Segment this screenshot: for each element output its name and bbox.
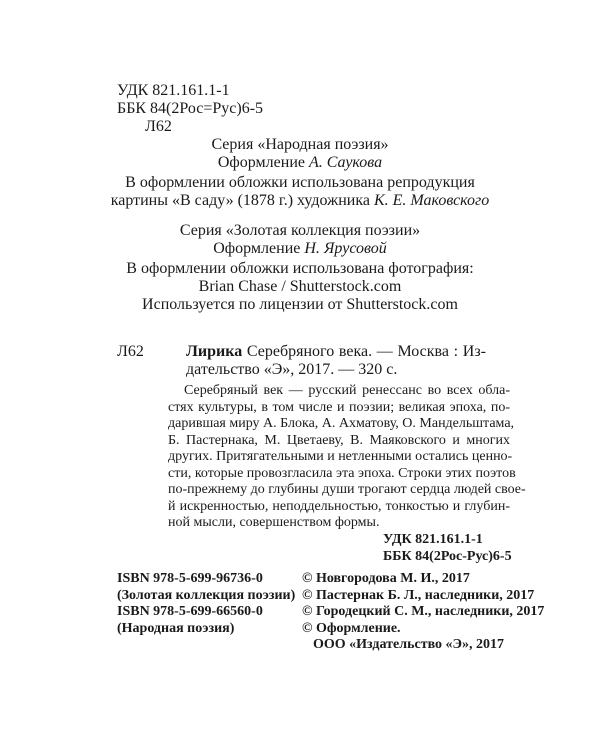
- isbn-golden-series: (Золотая коллекция поэзии): [117, 587, 296, 603]
- classification-block: [117, 82, 263, 136]
- isbn-block: [117, 571, 295, 637]
- annotation-classification: [383, 532, 512, 565]
- copyright-line: © Пастернак Б. Л., наследники, 2017: [302, 587, 535, 603]
- catalog-title-rest: Серебряного века. — Москва : Из-: [246, 343, 487, 360]
- copyright-line: © Новгородова М. И., 2017: [302, 571, 470, 586]
- series-zolotaya-block: [80, 222, 520, 314]
- annotation-line: дарившая миру А. Блока, А. Ахматову, О. Мандельштама,: [168, 416, 515, 431]
- cover-credit-prefix: картины «В саду» (1878 г.) художника: [110, 192, 370, 209]
- design-prefix: Оформление: [213, 240, 301, 257]
- book-title: Лирика: [186, 343, 243, 360]
- designer-name: А. Саукова: [308, 154, 383, 171]
- designer-name: Н. Ярусовой: [304, 240, 387, 257]
- isbn-narodnaya: ISBN 978-5-699-66560-0: [117, 604, 263, 619]
- design-prefix: Оформление: [217, 154, 305, 171]
- cover-credit-line-1: В оформлении обложки использована репродукция: [125, 174, 475, 191]
- cover-credit-line-2: [80, 192, 520, 210]
- catalog-sign: Л62: [117, 343, 144, 360]
- annotation-line: по-прежнему до глубины души трогают сердца людей свое-: [168, 482, 526, 497]
- annotation-line: Б. Пастернака, М. Цветаеву, В. Маяковского и многих: [168, 432, 510, 448]
- annotation-udk: УДК 821.161.1-1: [383, 532, 483, 547]
- annotation-line: ной мысли, совершенством формы.: [168, 515, 380, 530]
- catalog-title-line: [186, 343, 486, 361]
- annotation-line: стях культуры, в том числе и поэзии; великая эпоха, по-: [168, 399, 510, 415]
- annotation-line: других. Притягательными и нетленными остались ценно-: [168, 449, 513, 464]
- author-sign: Л62: [145, 118, 172, 135]
- series-zolotaya-design: [80, 240, 520, 258]
- copyright-block: [302, 571, 544, 654]
- photo-credit-line-2: Brian Chase / Shutterstock.com: [198, 278, 402, 295]
- annotation-line: й искренностью, неподдельностью, тонкостью и глубин-: [168, 498, 510, 514]
- isbn-golden: ISBN 978-5-699-96736-0: [117, 571, 263, 586]
- annotation-bbk: ББК 84(2Рос-Рус)6-5: [383, 548, 512, 564]
- copyright-line: © Оформление.: [302, 620, 401, 636]
- isbn-narodnaya-series: (Народная поэзия): [117, 620, 235, 636]
- bbk-code: ББК 84(2Рос=Рус)6-5: [117, 100, 264, 117]
- photo-credit-line-3: Используется по лицензии от Shutterstock.com: [142, 296, 458, 313]
- annotation: [168, 383, 526, 532]
- annotation-line: сти, которые провозгласила эта эпоха. Строки этих поэтов: [168, 465, 516, 481]
- copyright-line: ООО «Издательство «Э», 2017: [313, 637, 505, 652]
- annotation-line: Серебряный век — русский ренессанс во всех обла-: [184, 383, 510, 398]
- udk-code: УДК 821.161.1-1: [117, 82, 230, 99]
- series-zolotaya-title: Серия «Золотая коллекция поэзии»: [179, 222, 421, 239]
- artist-name: К. Е. Маковского: [373, 192, 490, 209]
- series-narodnaya-block: [80, 136, 520, 210]
- catalog-entry: [186, 343, 486, 379]
- copyright-line: © Городецкий С. М., наследники, 2017: [302, 604, 545, 619]
- photo-credit-line-1: В оформлении обложки использована фотография:: [126, 260, 474, 277]
- series-narodnaya-title: Серия «Народная поэзия»: [211, 136, 389, 153]
- series-narodnaya-design: [80, 154, 520, 172]
- catalog-publisher-line: дательство «Э», 2017. — 320 с.: [186, 361, 398, 378]
